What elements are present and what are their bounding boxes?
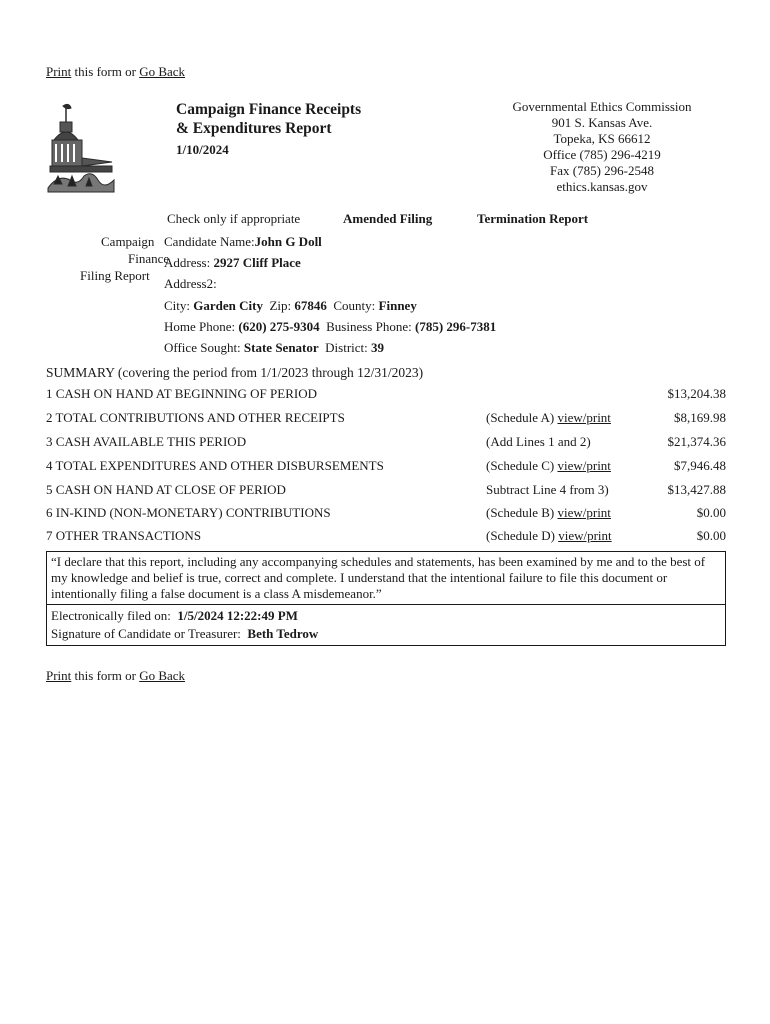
summary-row-amount: $13,204.38 [667, 386, 726, 401]
amended-filing: Amended Filing [343, 211, 433, 226]
summary-row-amount: $8,169.98 [674, 410, 726, 425]
address-label: Address: [164, 255, 211, 270]
city-line [164, 298, 417, 314]
summary-row-label: 3 CASH AVAILABLE THIS PERIOD [46, 434, 247, 449]
office-line [164, 340, 384, 356]
home-phone-label: Home Phone: [164, 319, 236, 334]
commission-office-phone: Office (785) 296-4219 [543, 147, 661, 162]
summary-row-label: 6 IN-KIND (NON-MONETARY) CONTRIBUTIONS [46, 505, 331, 520]
candidate-label: Candidate Name: [164, 234, 255, 249]
summary-row-label: 7 OTHER TRANSACTIONS [46, 528, 202, 543]
commission-web: ethics.kansas.gov [556, 179, 648, 194]
summary-row-label: 2 TOTAL CONTRIBUTIONS AND OTHER RECEIPTS [46, 410, 345, 425]
commission-street: 901 S. Kansas Ave. [551, 115, 653, 130]
phone-line [164, 319, 496, 335]
summary-row-schedule [486, 505, 611, 521]
address-value: 2927 Cliff Place [213, 255, 301, 270]
candidate-name: John G Doll [254, 234, 322, 249]
commission-fax: Fax (785) 296-2548 [550, 163, 654, 178]
view-print-link[interactable]: view/print [557, 410, 611, 425]
filed-on-label: Electronically filed on: [51, 608, 171, 623]
top-nav [46, 64, 185, 80]
print-link[interactable]: Print [46, 64, 72, 79]
schedule-label: (Add Lines 1 and 2) [486, 434, 591, 449]
summary-row-schedule [486, 458, 611, 474]
city-value: Garden City [193, 298, 263, 313]
office-value: State Senator [243, 340, 319, 355]
summary-row [46, 528, 726, 548]
commission-name: Governmental Ethics Commission [512, 99, 692, 114]
schedule-label: Subtract Line 4 from 3) [486, 482, 609, 497]
nav-text: this form or [71, 64, 140, 79]
summary-row-amount: $13,427.88 [667, 482, 726, 497]
side-label-line1: Campaign [101, 234, 155, 249]
business-phone-value: (785) 296-7381 [414, 319, 497, 334]
summary-row-label: 5 CASH ON HAND AT CLOSE OF PERIOD [46, 482, 286, 497]
summary-row [46, 482, 726, 502]
side-label-line2: Finance [128, 251, 170, 266]
summary-row-schedule [486, 482, 609, 498]
zip-value: 67846 [294, 298, 327, 313]
summary-row-label: 4 TOTAL EXPENDITURES AND OTHER DISBURSEMENTS [46, 458, 384, 473]
nav-text: this form or [71, 668, 140, 683]
summary-row-amount: $0.00 [696, 528, 726, 543]
declaration-box [46, 551, 726, 605]
district-label: District: [325, 340, 368, 355]
go-back-link[interactable]: Go Back [139, 668, 186, 683]
view-print-link[interactable]: view/print [557, 505, 611, 520]
commission-city: Topeka, KS 66612 [553, 131, 651, 146]
address2-label: Address2: [164, 276, 217, 291]
district-value: 39 [371, 340, 385, 355]
filed-on-line [51, 608, 721, 624]
zip-label: Zip: [269, 298, 292, 313]
schedule-label: (Schedule C) [486, 458, 558, 473]
print-link[interactable]: Print [46, 668, 72, 683]
signature-label: Signature of Candidate or Treasurer: [51, 626, 241, 641]
summary-row-amount: $0.00 [696, 505, 726, 520]
business-phone-label: Business Phone: [326, 319, 412, 334]
summary-heading: SUMMARY (covering the period from 1/1/2023 through 12/31/2023) [46, 365, 424, 380]
filing-info-box [46, 605, 726, 646]
address2-line [164, 276, 217, 292]
summary-row-amount: $21,374.36 [667, 434, 726, 449]
city-label: City: [164, 298, 191, 313]
summary-row-schedule [486, 528, 612, 544]
report-title [176, 100, 361, 138]
report-date: 1/10/2024 [176, 142, 229, 157]
schedule-label: (Schedule B) [486, 505, 558, 520]
bottom-nav [46, 668, 185, 684]
summary-row [46, 458, 726, 478]
termination-report: Termination Report [477, 211, 589, 226]
check-label: Check only if appropriate [167, 211, 301, 226]
filed-on-value: 1/5/2024 12:22:49 PM [177, 608, 298, 623]
home-phone-value: (620) 275-9304 [238, 319, 320, 334]
summary-row-schedule [486, 410, 611, 426]
summary-row [46, 386, 726, 406]
kansas-capitol-seal-icon [46, 100, 128, 200]
report-title-line1: Campaign Finance Receipts [176, 101, 362, 118]
view-print-link[interactable]: view/print [558, 528, 612, 543]
signature-line [51, 626, 721, 642]
declaration-text: “I declare that this report, including any accompanying schedules and statements, has been examined by me and to the best of my knowledge and belief is true, correct and complete. I understand that the intentional failure to file this document or intentionally filing a false document is a class A misdemeanor.” [51, 554, 706, 601]
commission-address [487, 99, 717, 195]
office-label: Office Sought: [164, 340, 241, 355]
filing-type-line [167, 211, 300, 227]
report-title-line2: & Expenditures Report [176, 120, 332, 137]
summary-row-label: 1 CASH ON HAND AT BEGINNING OF PERIOD [46, 386, 317, 401]
summary-row [46, 434, 726, 454]
schedule-label: (Schedule D) [486, 528, 559, 543]
go-back-link[interactable]: Go Back [139, 64, 186, 79]
county-value: Finney [378, 298, 417, 313]
summary-row [46, 410, 726, 430]
side-label-line3: Filing Report [80, 268, 150, 283]
summary-row [46, 505, 726, 525]
view-print-link[interactable]: view/print [557, 458, 611, 473]
signature-value: Beth Tedrow [247, 626, 319, 641]
summary-row-amount: $7,946.48 [674, 458, 726, 473]
schedule-label: (Schedule A) [486, 410, 558, 425]
address-line [164, 255, 301, 271]
county-label: County: [333, 298, 376, 313]
summary-row-schedule [486, 434, 591, 450]
candidate-name-line [164, 234, 322, 250]
